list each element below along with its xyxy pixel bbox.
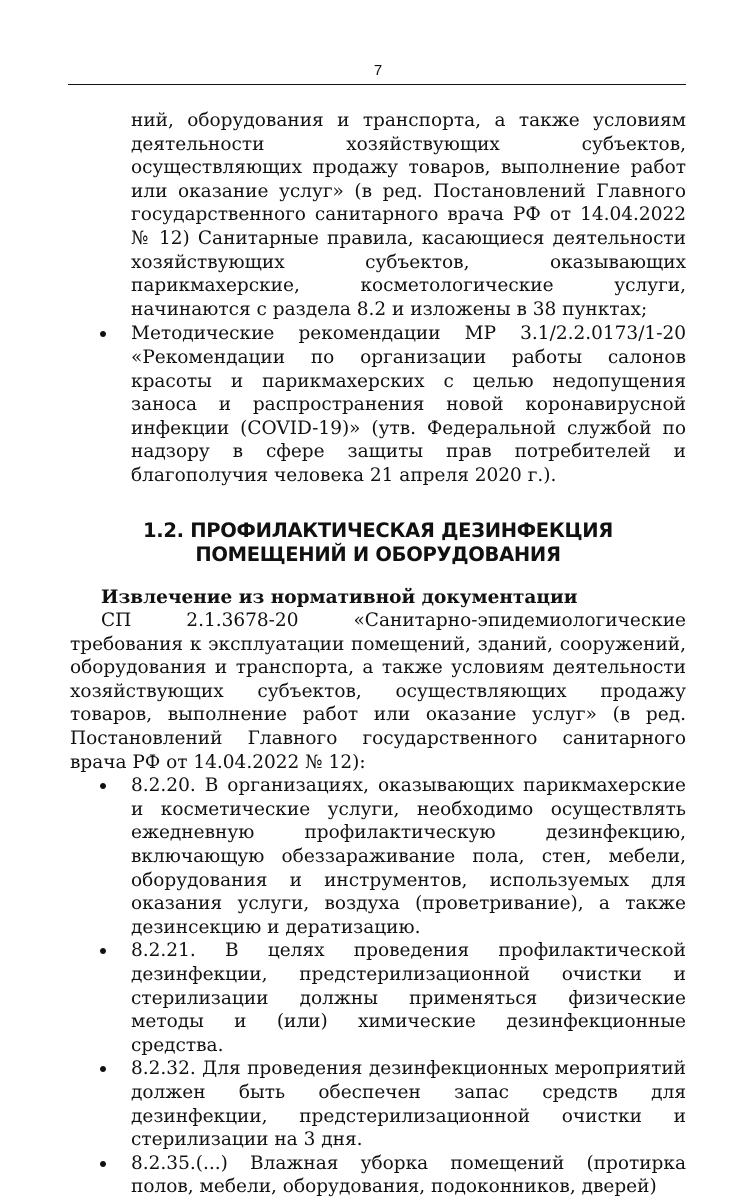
bullet-icon <box>100 1161 106 1167</box>
page-number: 7 <box>373 62 383 79</box>
bullet-icon <box>100 331 106 337</box>
list-item <box>70 939 686 1057</box>
list-item-text: 8.2.21. В целях проведения профилактической дезинфекции, предстерилизационной очистки и стерилизации должны применяться физические методы и (или) химические дезинфекционные средства. <box>131 940 686 1056</box>
list-item-text: 8.2.20. В организациях, оказывающих парикмахерские и косметические услуги, необходимо осуществлять ежедневную профилактическую дезинфекцию, включающую обеззараживание пола, стен, мебели, оборудования и инструментов, используемых для оказания услуги, воздуха (проветривание), а также дезинсекцию и дератизацию. <box>131 775 686 938</box>
list-item-text: 8.2.32. Для проведения дезинфекционных мероприятий должен быть обеспечен запас средств для дезинфекции, предстерилизационной очистки и стерилизации на 3 дня. <box>131 1058 686 1151</box>
list-item-text: 8.2.35.(...) Влажная уборка помещений (протирка полов, мебели, оборудования, подоконников, дверей) <box>131 1152 686 1198</box>
bullet-icon <box>100 948 106 954</box>
list-item <box>70 322 686 487</box>
continuation-text: ний, оборудования и транспорта, а также условиям деятельности хозяйствующих субъектов, осуществляющих продажу товаров, выполнение работ или оказание услуг» (в ред. Постановлений Главного государственного санитарного врача РФ от 14.04.2022 № 12) Санитарные правила, касающиеся деятельности хозяйствующих субъектов, оказывающих парикмахерские, косметологические услуги, начинаются с раздела 8.2 и изложены в 38 пунктах; <box>131 110 686 320</box>
section-heading-line: ПОМЕЩЕНИЙ И ОБОРУДОВАНИЯ <box>195 543 561 566</box>
bullet-icon <box>100 1066 106 1072</box>
section-heading <box>70 519 686 568</box>
list-item <box>70 774 686 939</box>
list-item-text: Методические рекомендации МР 3.1/2.2.0173/1-20 «Рекомендации по организации работы салонов красоты и парикмахерских с целью недопущения заноса и распространения новой коронавирусной инфекции (COVID-19)» (утв. Федеральной службой по надзору в сфере защиты прав потребителей и благополучия человека 21 апреля 2020 г.). <box>131 323 686 486</box>
header-rule <box>68 84 686 85</box>
subheading: Извлечение из нормативной документации <box>101 586 578 608</box>
continuation-paragraph <box>70 109 686 321</box>
page-body <box>70 109 686 1199</box>
list-item <box>70 1152 686 1199</box>
bullet-icon <box>100 783 106 789</box>
intro-paragraph: СП 2.1.3678-20 «Санитарно-эпидемиологические требования к эксплуатации помещений, зданий, сооружений, оборудования и транспорта, а также условиям деятельности хозяйствующих субъектов, осуществляющих продажу товаров, выполнение работ или оказание услуг» (в ред. Постановлений Главного государственного санитарного врача РФ от 14.04.2022 № 12): <box>70 610 686 773</box>
section-heading-line: 1.2. ПРОФИЛАКТИЧЕСКАЯ ДЕЗИНФЕКЦИЯ <box>143 518 613 542</box>
list-item <box>70 1057 686 1151</box>
